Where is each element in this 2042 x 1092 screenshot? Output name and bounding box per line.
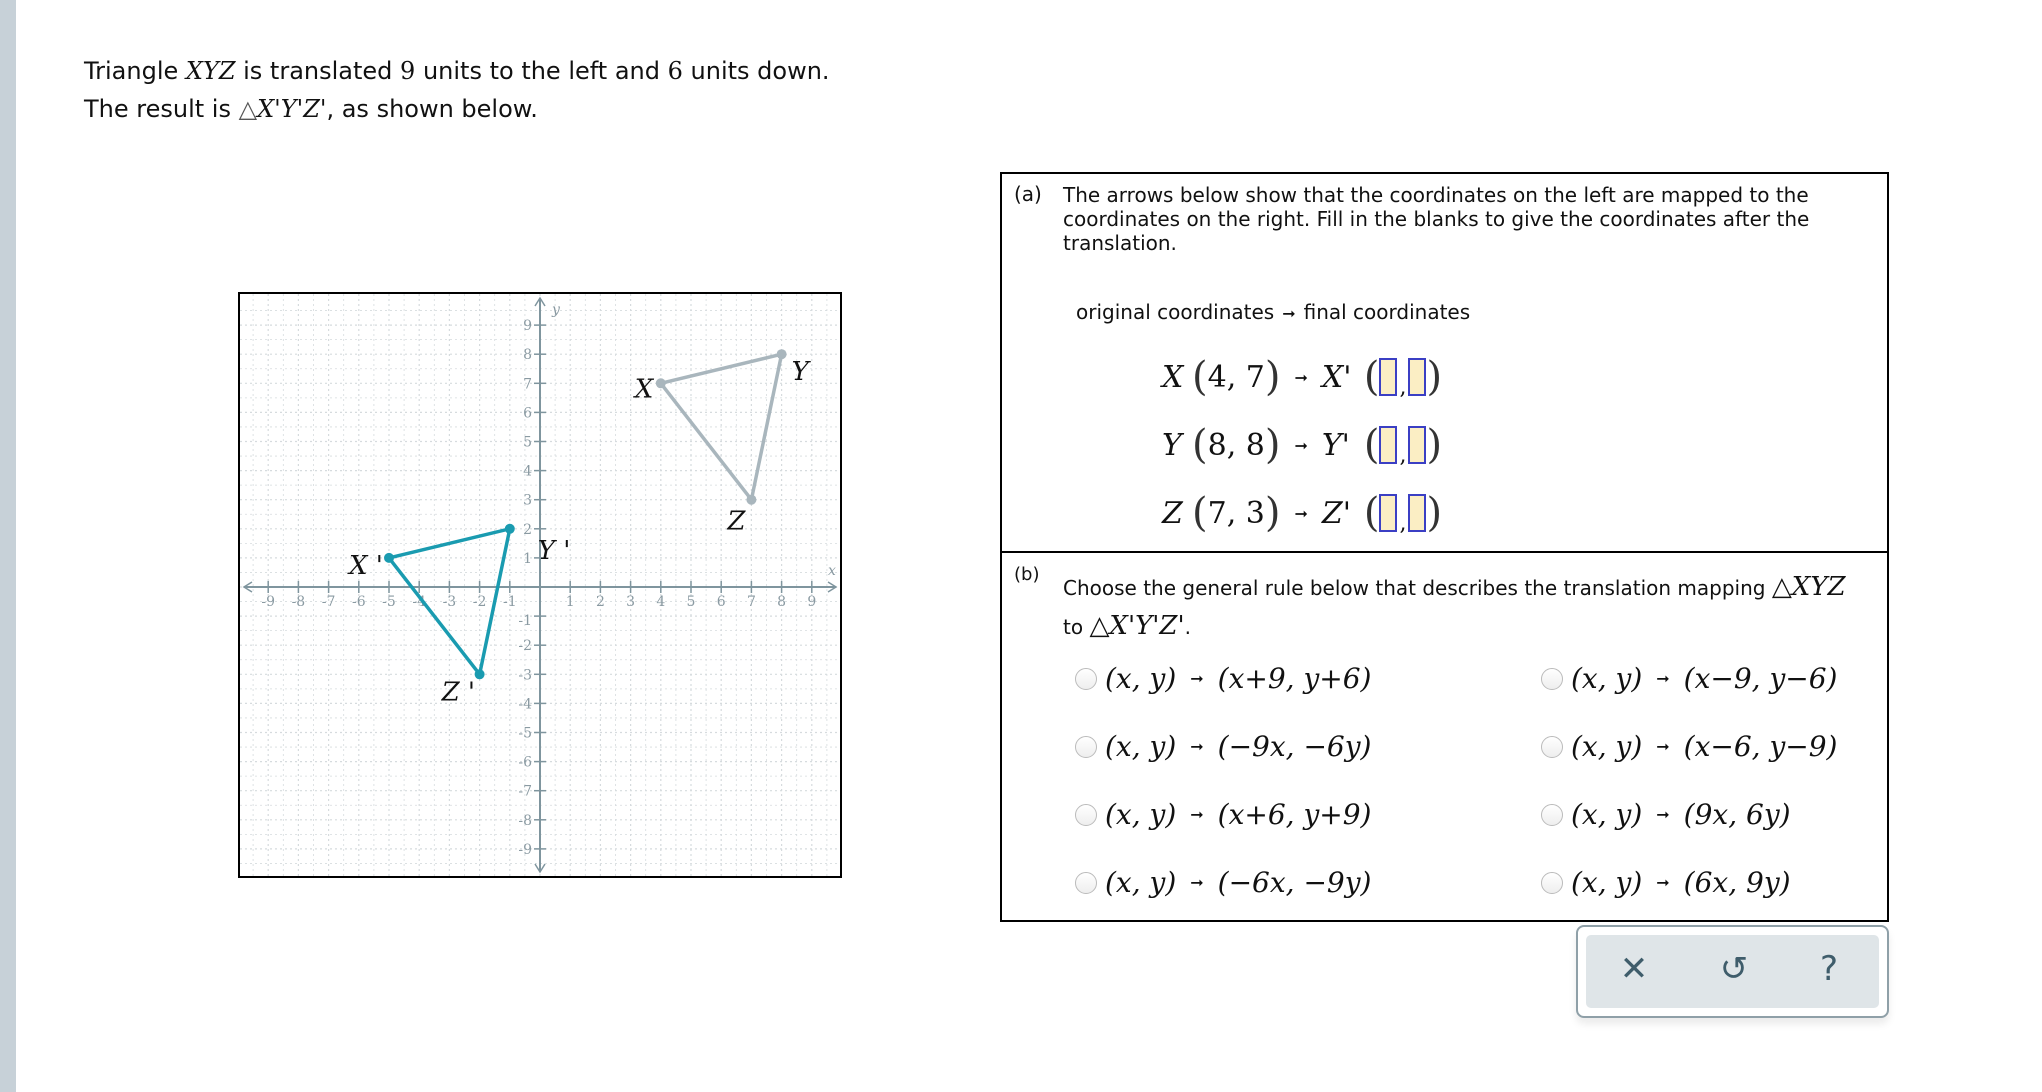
text: The result is bbox=[84, 95, 239, 123]
y-tick-label: 1 bbox=[523, 550, 532, 567]
down-units: 6 bbox=[667, 57, 683, 85]
x-icon: ✕ bbox=[1619, 949, 1649, 989]
paren: ) bbox=[1264, 354, 1281, 400]
clear-button[interactable] bbox=[1614, 949, 1654, 989]
mapping-header bbox=[1076, 300, 1470, 324]
paren: ) bbox=[1426, 354, 1443, 400]
paren: ) bbox=[1426, 490, 1443, 536]
y-tick-label: -3 bbox=[518, 667, 532, 684]
y-tick-label: 3 bbox=[523, 492, 532, 509]
x-tick-label: 4 bbox=[656, 594, 666, 610]
original-coords: 4, 7 bbox=[1207, 359, 1265, 395]
x-tick-label: -8 bbox=[291, 594, 306, 610]
image-point-name: X' bbox=[1321, 359, 1352, 395]
comma: , bbox=[1399, 375, 1407, 400]
radio-button[interactable] bbox=[1541, 872, 1563, 894]
image-point-name: Y' bbox=[1321, 427, 1350, 463]
left-units: 9 bbox=[400, 57, 416, 85]
option-lhs: (x, y) bbox=[1105, 662, 1177, 695]
x-tick-label: -2 bbox=[472, 594, 487, 610]
arrow-icon: ➞ bbox=[1656, 669, 1670, 688]
rule-option[interactable] bbox=[1541, 730, 1837, 763]
vertex-point bbox=[505, 524, 515, 534]
image-point-name: Z' bbox=[1321, 495, 1351, 531]
text: is translated bbox=[235, 57, 401, 85]
part-b-prompt bbox=[1063, 568, 1853, 646]
option-lhs: (x, y) bbox=[1571, 662, 1643, 695]
option-rhs: (6x, 9y) bbox=[1683, 866, 1791, 899]
to-triangle: △X'Y'Z' bbox=[1089, 611, 1185, 641]
mapping-row bbox=[1162, 490, 1442, 536]
x-tick-label: -5 bbox=[382, 594, 396, 610]
x-coordinate-input[interactable] bbox=[1379, 426, 1397, 464]
vertex-label: Y bbox=[791, 357, 809, 388]
rule-option[interactable] bbox=[1075, 866, 1371, 899]
rule-option[interactable] bbox=[1541, 866, 1791, 899]
x-tick-label: -4 bbox=[412, 594, 427, 610]
arrow-icon: ➞ bbox=[1190, 669, 1204, 688]
point-name: Y bbox=[1162, 427, 1182, 463]
point-name: X bbox=[1162, 359, 1184, 395]
from-triangle: △XYZ bbox=[1771, 572, 1846, 602]
option-rhs: (x+6, y+9) bbox=[1217, 798, 1372, 831]
header-final: final coordinates bbox=[1303, 300, 1471, 324]
rule-option[interactable] bbox=[1541, 798, 1791, 831]
vertex-point bbox=[746, 495, 756, 505]
arrow-icon: ➞ bbox=[1294, 435, 1308, 455]
undo-icon: ↺ bbox=[1719, 949, 1749, 989]
arrow-icon: ➞ bbox=[1656, 873, 1670, 892]
y-tick-label: -8 bbox=[518, 812, 532, 829]
comma: , bbox=[1399, 443, 1407, 468]
x-tick-label: 7 bbox=[746, 594, 756, 610]
y-tick-label: 7 bbox=[523, 376, 532, 393]
arrow-icon: ➞ bbox=[1656, 805, 1670, 824]
part-a-tag: (a) bbox=[1014, 182, 1042, 206]
mapping-row bbox=[1162, 422, 1442, 468]
x-tick-label: 1 bbox=[565, 594, 575, 610]
arrow-icon: ➞ bbox=[1190, 737, 1204, 756]
graph-svg bbox=[240, 294, 840, 876]
arrow-icon: ➞ bbox=[1190, 873, 1204, 892]
y-tick-label: -6 bbox=[518, 754, 532, 771]
y-tick-label: 9 bbox=[523, 318, 532, 335]
radio-button[interactable] bbox=[1075, 668, 1097, 690]
vertex-point bbox=[384, 553, 394, 563]
vertex-point bbox=[656, 378, 666, 388]
text: Triangle bbox=[84, 57, 186, 85]
vertex-label: Z bbox=[727, 506, 746, 537]
part-b-tag: (b) bbox=[1014, 564, 1040, 585]
coordinate-graph bbox=[238, 292, 842, 878]
x-axis-label: x bbox=[828, 563, 836, 579]
y-tick-label: -7 bbox=[518, 783, 532, 800]
paren: ( bbox=[1192, 422, 1208, 468]
radio-button[interactable] bbox=[1541, 668, 1563, 690]
original-coords: 8, 8 bbox=[1207, 427, 1265, 463]
rule-option[interactable] bbox=[1075, 662, 1371, 695]
y-tick-label: 5 bbox=[523, 434, 532, 451]
period: . bbox=[1184, 615, 1191, 639]
option-rhs: (−6x, −9y) bbox=[1217, 866, 1372, 899]
radio-button[interactable] bbox=[1075, 736, 1097, 758]
to-text: to bbox=[1063, 615, 1090, 639]
part-a-instructions: The arrows below show that the coordinates on the left are mapped to the coordinates on the right. Fill in the blanks to give the coordinates after the translation. bbox=[1063, 183, 1810, 255]
triangle-name: XYZ bbox=[185, 57, 236, 85]
radio-button[interactable] bbox=[1541, 804, 1563, 826]
text: units down. bbox=[682, 57, 830, 85]
undo-button[interactable] bbox=[1714, 949, 1754, 989]
vertex-label: Z ' bbox=[441, 677, 476, 708]
option-rhs: (x−9, y−6) bbox=[1683, 662, 1838, 695]
y-axis-label: y bbox=[552, 302, 560, 318]
option-rhs: (x+9, y+6) bbox=[1217, 662, 1372, 695]
y-tick-label: 8 bbox=[523, 347, 532, 364]
x-tick-label: -7 bbox=[321, 594, 336, 610]
text: units to the left and bbox=[415, 57, 668, 85]
x-tick-label: 5 bbox=[686, 594, 696, 610]
paren: ) bbox=[1264, 422, 1281, 468]
y-coordinate-input[interactable] bbox=[1408, 358, 1426, 396]
x-coordinate-input[interactable] bbox=[1379, 494, 1397, 532]
y-tick-label: -4 bbox=[518, 696, 532, 713]
intro-line-2 bbox=[84, 90, 830, 128]
help-button[interactable] bbox=[1809, 949, 1849, 989]
rule-option[interactable] bbox=[1075, 798, 1371, 831]
paren: ) bbox=[1426, 422, 1443, 468]
answer-toolbar bbox=[1576, 925, 1889, 1018]
divider bbox=[1002, 551, 1887, 553]
y-tick-label: 6 bbox=[523, 405, 532, 422]
arrow-icon: ➞ bbox=[1294, 503, 1308, 523]
x-tick-label: -3 bbox=[442, 594, 457, 610]
y-tick-label: -9 bbox=[518, 841, 532, 858]
prompt-text: Choose the general rule below that describes the translation mapping bbox=[1063, 576, 1772, 600]
comma: , bbox=[1399, 511, 1407, 536]
mapping-row bbox=[1162, 354, 1442, 400]
intro-line-1 bbox=[84, 52, 830, 90]
y-tick-label: -2 bbox=[518, 638, 532, 655]
arrow-icon: ➞ bbox=[1656, 737, 1670, 756]
paren: ) bbox=[1264, 490, 1281, 536]
original-coords: 7, 3 bbox=[1207, 495, 1265, 531]
y-tick-label: -5 bbox=[518, 725, 532, 742]
arrow-icon: ➞ bbox=[1282, 304, 1296, 323]
question-panel bbox=[1000, 172, 1889, 922]
option-lhs: (x, y) bbox=[1571, 866, 1643, 899]
arrow-icon: ➞ bbox=[1294, 367, 1308, 387]
header-original: original coordinates bbox=[1076, 300, 1275, 324]
paren: ( bbox=[1363, 422, 1380, 468]
arrow-icon: ➞ bbox=[1190, 805, 1204, 824]
y-tick-label: -1 bbox=[518, 613, 532, 630]
x-tick-label: -6 bbox=[351, 594, 366, 610]
option-rhs: (9x, 6y) bbox=[1683, 798, 1791, 831]
problem-statement bbox=[84, 52, 830, 128]
rule-option[interactable] bbox=[1541, 662, 1837, 695]
x-tick-label: 2 bbox=[595, 594, 605, 610]
paren: ( bbox=[1192, 354, 1208, 400]
help-icon: ? bbox=[1819, 949, 1839, 989]
y-tick-label: 4 bbox=[523, 463, 532, 480]
x-tick-label: 6 bbox=[716, 594, 726, 610]
y-coordinate-input[interactable] bbox=[1408, 494, 1426, 532]
option-lhs: (x, y) bbox=[1105, 730, 1177, 763]
vertex-label: Y ' bbox=[537, 535, 571, 566]
paren: ( bbox=[1363, 490, 1380, 536]
vertex-point bbox=[475, 669, 485, 679]
rule-option[interactable] bbox=[1075, 730, 1371, 763]
x-coordinate-input[interactable] bbox=[1379, 358, 1397, 396]
option-lhs: (x, y) bbox=[1105, 866, 1177, 899]
x-tick-label: -1 bbox=[502, 594, 517, 610]
x-tick-label: -9 bbox=[261, 594, 276, 610]
point-name: Z bbox=[1162, 495, 1183, 531]
vertex-label: X bbox=[634, 374, 654, 405]
y-tick-label: 2 bbox=[523, 521, 532, 538]
option-lhs: (x, y) bbox=[1105, 798, 1177, 831]
x-tick-label: 3 bbox=[626, 594, 636, 610]
left-edge-strip bbox=[0, 0, 16, 1092]
x-tick-label: 9 bbox=[807, 594, 817, 610]
triangle-symbol: △ bbox=[238, 95, 258, 123]
y-coordinate-input[interactable] bbox=[1408, 426, 1426, 464]
text: , as shown below. bbox=[326, 95, 538, 123]
paren: ( bbox=[1363, 354, 1380, 400]
vertex-label: X ' bbox=[349, 550, 383, 581]
radio-button[interactable] bbox=[1541, 736, 1563, 758]
paren: ( bbox=[1192, 490, 1208, 536]
option-lhs: (x, y) bbox=[1571, 798, 1643, 831]
radio-button[interactable] bbox=[1075, 872, 1097, 894]
x-tick-label: 8 bbox=[777, 594, 787, 610]
option-lhs: (x, y) bbox=[1571, 730, 1643, 763]
image-triangle-name: X'Y'Z' bbox=[257, 95, 327, 123]
radio-button[interactable] bbox=[1075, 804, 1097, 826]
option-rhs: (−9x, −6y) bbox=[1217, 730, 1372, 763]
option-rhs: (x−6, y−9) bbox=[1683, 730, 1838, 763]
vertex-point bbox=[777, 349, 787, 359]
